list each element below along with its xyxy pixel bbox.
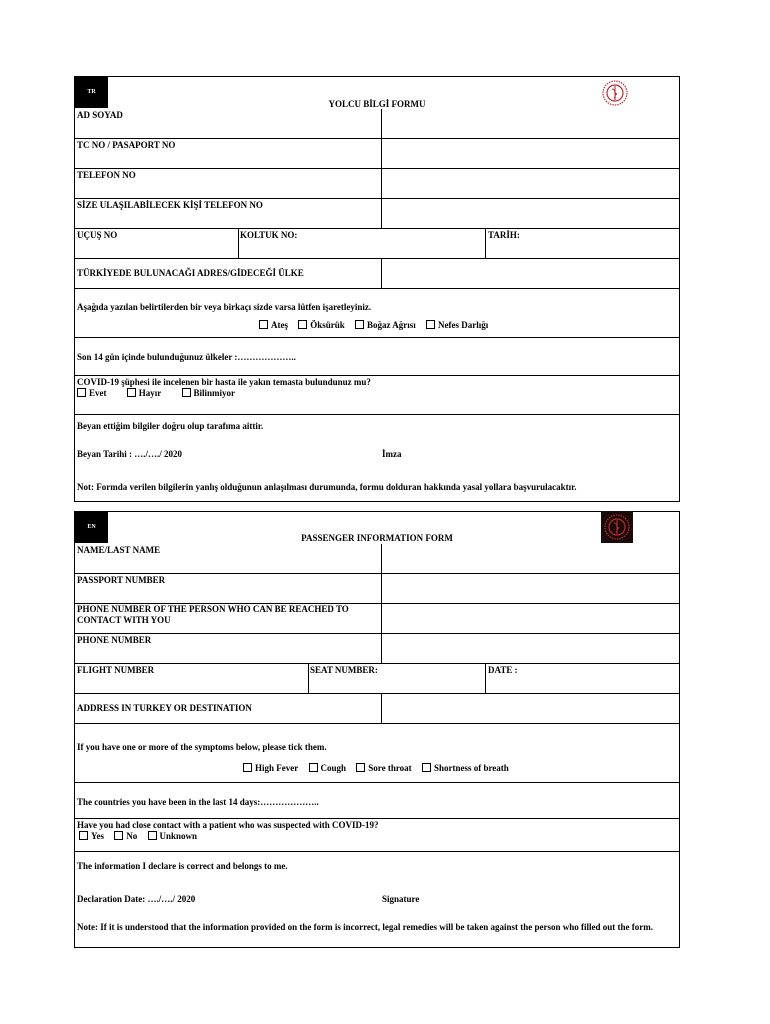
tr-flight-field[interactable] [75,229,238,258]
tr-phone-field[interactable] [381,169,680,198]
tr-symptom-sore-throat[interactable]: Boğaz Ağrısı [355,320,416,331]
checkbox-icon[interactable] [298,320,307,329]
tr-date-field[interactable] [485,229,680,258]
en-contact-phone-field[interactable] [381,604,680,633]
en-seat-label: SEAT NUMBER: [310,665,378,675]
checkbox-icon[interactable] [309,763,318,772]
en-symptoms-options [243,763,517,774]
en-form-title: PASSENGER INFORMATION FORM [301,533,453,543]
en-countries-field[interactable]: The countries you have been in the last 14 days:……………….. [77,797,319,807]
tr-covid-no[interactable]: Hayır [127,388,162,399]
tr-symptom-fever[interactable]: Ateş [259,320,288,331]
en-passport-label: PASSPORT NUMBER [77,575,166,585]
en-name-field[interactable] [381,544,680,573]
checkbox-icon[interactable] [77,388,86,397]
en-date-label: DATE : [488,665,518,675]
tr-contact-phone-field[interactable] [381,199,680,228]
en-covid-options [79,831,205,842]
tr-form [74,76,680,502]
checkbox-icon[interactable] [148,831,157,840]
tr-countries-field[interactable]: Son 14 gün içinde bulunduğunuz ülkeler :……………….. [77,352,296,362]
en-contact-phone-label: PHONE NUMBER OF THE PERSON WHO CAN BE REACHED TO CONTACT WITH YOU [77,604,349,625]
tr-name-label: AD SOYAD [77,110,123,120]
tr-symptom-cough[interactable]: Öksürük [298,320,345,331]
en-address-field[interactable] [381,694,680,723]
en-phone-field[interactable] [381,634,680,663]
checkbox-icon[interactable] [422,763,431,772]
tr-note: Not: Formda verilen bilgilerin yanlış olduğunun anlaşılması durumunda, formu dolduran hakkında yasal yollara başvurulacaktır. [77,482,577,492]
tr-phone-label: TELEFON NO [77,170,136,180]
checkbox-icon[interactable] [426,320,435,329]
checkbox-icon[interactable] [355,320,364,329]
checkbox-icon[interactable] [79,831,88,840]
en-covid-yes[interactable]: Yes [79,831,104,842]
tr-signature-label[interactable]: İmza [382,449,402,459]
tr-symptoms-options [259,320,496,331]
en-symptom-shortness-breath[interactable]: Shortness of breath [422,763,509,774]
en-logo-icon [601,511,633,543]
en-seat-field[interactable] [308,664,486,693]
checkbox-icon[interactable] [127,388,136,397]
en-passport-field[interactable] [381,574,680,603]
checkbox-icon[interactable] [114,831,123,840]
en-phone-label: PHONE NUMBER [77,635,152,645]
tr-declaration-text: Beyan ettiğim bilgiler doğru olup tarafıma aittir. [77,421,264,431]
en-covid-no[interactable]: No [114,831,137,842]
tr-symptoms-prompt: Aşağıda yazılan belirtilerden bir veya birkaçı sizde varsa lütfen işaretleyiniz. [77,302,372,312]
tr-seat-label: KOLTUK NO: [240,230,298,240]
tr-address-field[interactable] [381,259,680,288]
en-signature-label[interactable]: Signature [382,894,420,904]
tr-logo-icon [602,80,628,106]
tr-contact-phone-label: SİZE ULAŞILABİLECEK KİŞİ TELEFON NO [77,200,263,210]
en-form [74,511,680,948]
en-covid-unknown[interactable]: Unknown [148,831,198,842]
en-flight-field[interactable] [75,664,308,693]
tr-covid-unknown[interactable]: Bilinmiyor [182,388,236,399]
checkbox-icon[interactable] [356,763,365,772]
tr-id-passport-label: TC NO / PASAPORT NO [77,140,176,150]
en-symptom-fever[interactable]: High Fever [243,763,298,774]
tr-seat-field[interactable] [238,229,486,258]
checkbox-icon[interactable] [182,388,191,397]
tr-form-title: YOLCU BİLGİ FORMU [328,99,426,109]
checkbox-icon[interactable] [243,763,252,772]
en-covid-question: Have you had close contact with a patient who was suspected with COVID-19? [77,820,379,830]
tr-language-badge: TR [75,77,108,108]
tr-symptom-shortness-breath[interactable]: Nefes Darlığı [426,320,488,331]
en-address-label: ADDRESS IN TURKEY OR DESTINATION [77,703,252,713]
tr-flight-label: UÇUŞ NO [77,230,118,240]
tr-name-field[interactable] [381,109,680,138]
tr-covid-yes[interactable]: Evet [77,388,107,399]
en-symptoms-prompt: If you have one or more of the symptoms below, please tick them. [77,742,327,752]
tr-covid-options [77,388,243,399]
en-flight-label: FLIGHT NUMBER [77,665,155,675]
en-declaration-date[interactable]: Declaration Date: …./…./ 2020 [77,894,196,904]
tr-id-passport-field[interactable] [381,139,680,168]
en-name-label: NAME/LAST NAME [77,545,161,555]
tr-address-label: TÜRKİYEDE BULUNACAĞI ADRES/GİDECEĞİ ÜLKE [77,268,304,278]
en-declaration-text: The information I declare is correct and belongs to me. [77,861,288,871]
en-language-badge: EN [75,512,108,543]
tr-covid-question: COVID-19 şüphesi ile incelenen bir hasta ile yakın temasta bulundunuz mu? [77,377,371,387]
tr-declaration-date[interactable]: Beyan Tarihi : …./…./ 2020 [77,449,183,459]
tr-date-label: TARİH: [488,230,520,240]
en-symptom-sore-throat[interactable]: Sore throat [356,763,411,774]
en-date-field[interactable] [485,664,680,693]
en-note: Note: If it is understood that the information provided on the form is incorrect, legal remedies will be taken against the person who filled out the form. [77,922,653,932]
en-symptom-cough[interactable]: Cough [309,763,347,774]
checkbox-icon[interactable] [259,320,268,329]
